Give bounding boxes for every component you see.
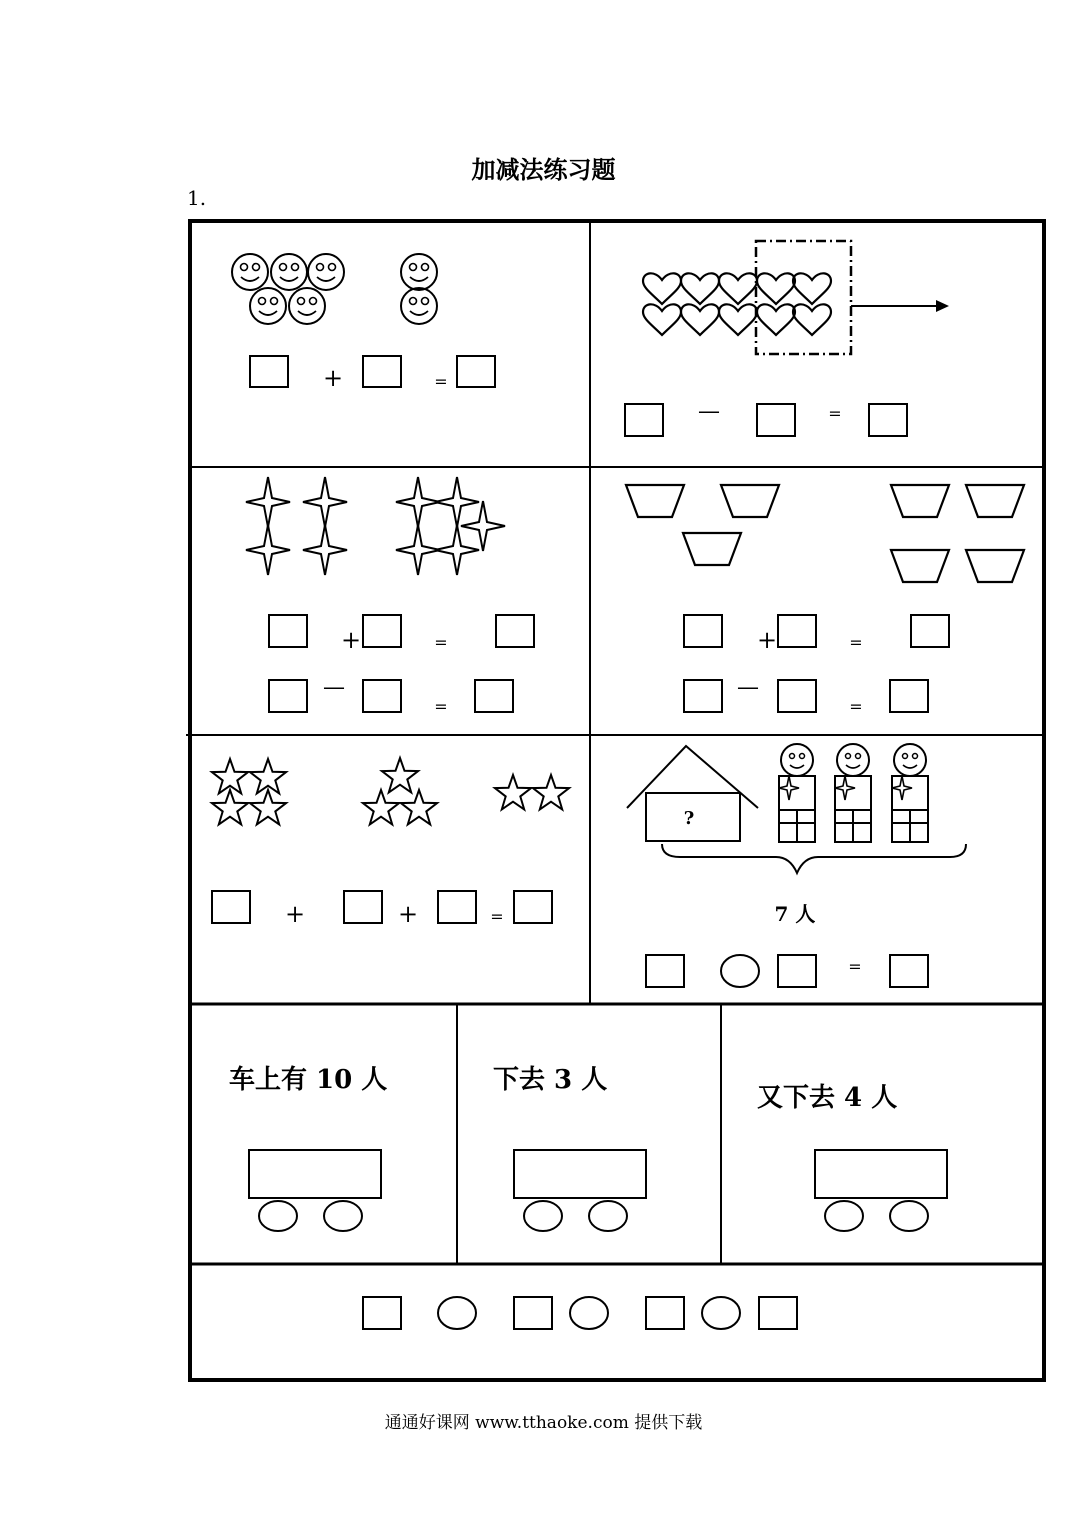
hearts-panel bbox=[625, 241, 949, 436]
star-icon bbox=[382, 758, 418, 792]
person-icon bbox=[779, 744, 815, 842]
answer-box[interactable] bbox=[869, 404, 907, 436]
sparkle-icon bbox=[396, 525, 440, 575]
bus-icon bbox=[514, 1150, 646, 1231]
answer-box[interactable] bbox=[625, 404, 663, 436]
answer-box[interactable] bbox=[778, 680, 816, 712]
heart-icon bbox=[757, 304, 795, 335]
plus-sign: + bbox=[322, 364, 344, 392]
answer-box[interactable] bbox=[363, 680, 401, 712]
answer-box[interactable] bbox=[363, 356, 401, 387]
operator-circle[interactable] bbox=[702, 1297, 740, 1329]
star-icon bbox=[363, 790, 399, 824]
heart-icon bbox=[681, 304, 719, 335]
heart-icon bbox=[719, 273, 757, 304]
person-icon bbox=[835, 744, 871, 842]
page-footer: 通通好课网 www.tthaoke.com 提供下载 bbox=[384, 1413, 703, 1433]
trapezoid-icon bbox=[966, 550, 1024, 582]
answer-box[interactable] bbox=[646, 955, 684, 987]
sparkle-icon bbox=[303, 525, 347, 575]
page-title: 加减法练习题 bbox=[471, 155, 616, 184]
sparkle-icon bbox=[303, 477, 347, 527]
answer-box[interactable] bbox=[363, 1297, 401, 1329]
question-mark: ? bbox=[683, 808, 695, 829]
answer-box[interactable] bbox=[890, 680, 928, 712]
answer-box[interactable] bbox=[514, 891, 552, 923]
smiley-icon bbox=[250, 288, 286, 324]
bus-label: 车上有 10 人 bbox=[229, 1065, 388, 1095]
answer-box[interactable] bbox=[269, 680, 307, 712]
equals-sign: = bbox=[849, 633, 863, 652]
minus-sign: — bbox=[323, 675, 345, 700]
equals-sign: = bbox=[490, 907, 504, 926]
answer-box[interactable] bbox=[457, 356, 495, 387]
answer-box[interactable] bbox=[514, 1297, 552, 1329]
plus-sign: + bbox=[756, 626, 778, 654]
plus-sign: + bbox=[340, 626, 362, 654]
minus-sign: — bbox=[737, 675, 759, 700]
smiley-icon bbox=[308, 254, 344, 290]
answer-box[interactable] bbox=[269, 615, 307, 647]
equals-sign: = bbox=[434, 372, 448, 391]
sparkles-panel bbox=[246, 477, 534, 716]
question-number: 1. bbox=[187, 186, 207, 210]
answer-box[interactable] bbox=[778, 955, 816, 987]
bus-panel-3 bbox=[757, 1083, 947, 1231]
answer-box[interactable] bbox=[890, 955, 928, 987]
heart-icon bbox=[757, 273, 795, 304]
heart-icon bbox=[643, 304, 681, 335]
trapezoid-icon bbox=[891, 550, 949, 582]
sparkle-icon bbox=[435, 525, 479, 575]
sparkle-icon bbox=[246, 477, 290, 527]
person-icon bbox=[892, 744, 928, 842]
heart-icon bbox=[793, 273, 831, 304]
bus-icon bbox=[815, 1150, 947, 1231]
trapezoid-icon bbox=[891, 485, 949, 517]
answer-box[interactable] bbox=[475, 680, 513, 712]
answer-box[interactable] bbox=[684, 615, 722, 647]
bus-panel-2 bbox=[493, 1065, 646, 1231]
smiley-panel bbox=[232, 254, 495, 392]
sparkle-icon bbox=[396, 477, 440, 527]
answer-box[interactable] bbox=[344, 891, 382, 923]
total-people-label: 7 人 bbox=[774, 902, 816, 926]
bus-label: 又下去 4 人 bbox=[757, 1083, 898, 1113]
answer-box[interactable] bbox=[684, 680, 722, 712]
heart-icon bbox=[793, 304, 831, 335]
star-icon bbox=[495, 775, 531, 809]
smiley-icon bbox=[401, 288, 437, 324]
answer-box[interactable] bbox=[759, 1297, 797, 1329]
heart-icon bbox=[681, 273, 719, 304]
trapezoid-icon bbox=[721, 485, 779, 517]
stars-panel bbox=[212, 758, 569, 928]
answer-box[interactable] bbox=[250, 356, 288, 387]
trapezoid-icon bbox=[683, 533, 741, 565]
answer-box[interactable] bbox=[363, 615, 401, 647]
curly-brace bbox=[662, 844, 966, 873]
trapezoid-icon bbox=[626, 485, 684, 517]
operator-circle[interactable] bbox=[570, 1297, 608, 1329]
star-icon bbox=[533, 775, 569, 809]
smiley-icon bbox=[232, 254, 268, 290]
operator-circle[interactable] bbox=[438, 1297, 476, 1329]
equals-sign: = bbox=[848, 957, 862, 976]
answer-box[interactable] bbox=[646, 1297, 684, 1329]
sparkle-icon bbox=[246, 525, 290, 575]
trapezoids-panel bbox=[626, 485, 1024, 716]
arrow-right-icon bbox=[936, 300, 949, 312]
minus-sign: — bbox=[698, 399, 720, 424]
equals-sign: = bbox=[849, 697, 863, 716]
worksheet-frame bbox=[190, 221, 1044, 1380]
answer-box[interactable] bbox=[438, 891, 476, 923]
heart-icon bbox=[719, 304, 757, 335]
smiley-icon bbox=[401, 254, 437, 290]
bus-label: 下去 3 人 bbox=[493, 1065, 608, 1095]
answer-box[interactable] bbox=[911, 615, 949, 647]
answer-box[interactable] bbox=[757, 404, 795, 436]
answer-box[interactable] bbox=[212, 891, 250, 923]
star-icon bbox=[401, 790, 437, 824]
plus-sign: + bbox=[397, 900, 419, 928]
smiley-icon bbox=[271, 254, 307, 290]
smiley-icon bbox=[289, 288, 325, 324]
sparkle-icon bbox=[461, 501, 505, 551]
equals-sign: = bbox=[828, 404, 842, 423]
answer-box[interactable] bbox=[496, 615, 534, 647]
trapezoid-icon bbox=[966, 485, 1024, 517]
equals-sign: = bbox=[434, 697, 448, 716]
house-panel bbox=[627, 744, 966, 987]
sparkle-icon bbox=[435, 477, 479, 527]
equals-sign: = bbox=[434, 633, 448, 652]
operator-circle[interactable] bbox=[721, 955, 759, 987]
plus-sign: + bbox=[284, 900, 306, 928]
bus-icon bbox=[249, 1150, 381, 1231]
final-equation bbox=[363, 1297, 797, 1329]
answer-box[interactable] bbox=[778, 615, 816, 647]
heart-icon bbox=[643, 273, 681, 304]
bus-panel-1 bbox=[229, 1065, 387, 1231]
